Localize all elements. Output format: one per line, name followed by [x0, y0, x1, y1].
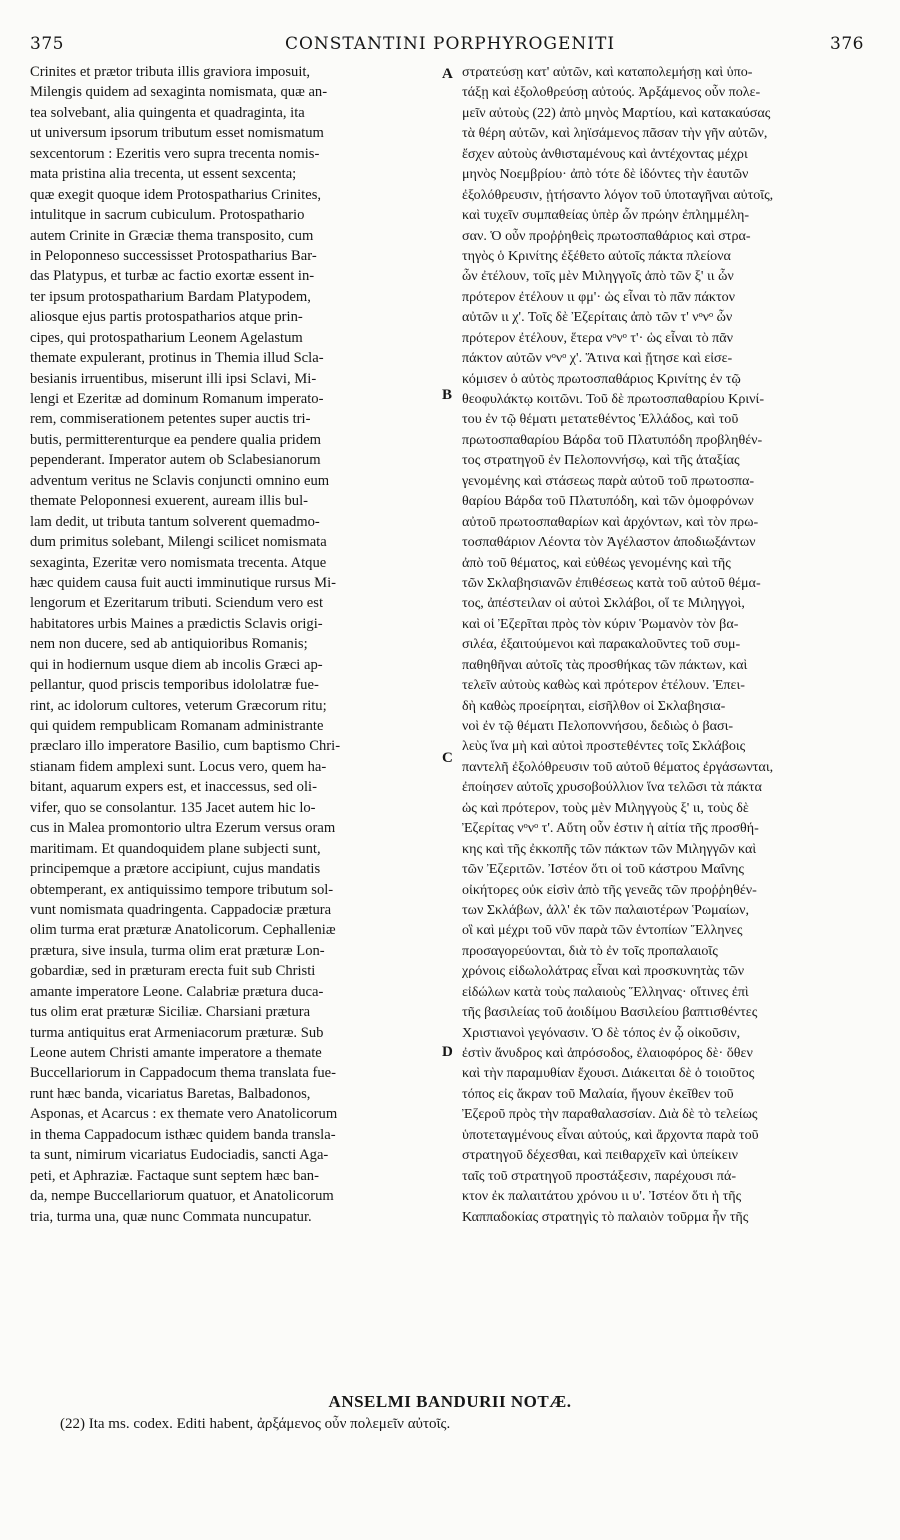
latin-text-line: ut universum ipsorum tributum esset nomismatum — [30, 125, 324, 142]
latin-text-line: peti, et Aphraziæ. Factaque sunt septem hæc ban- — [30, 1167, 319, 1184]
greek-text-line: τος, ἀπέστειλαν οἱ αὐτοὶ Σκλάβοι, οἵ τε Μιληγγοὶ, — [462, 595, 745, 612]
latin-text-line: in thema Cappadocum isthæc quidem banda transla- — [30, 1126, 336, 1143]
greek-text-line: ὑποτεταγμένους εἶναι αὐτούς, καὶ ἄρχοντα παρὰ τοῦ — [462, 1126, 759, 1143]
greek-text-line: μεῖν αὐτοὺς (22) ἀπὸ μηνὸς Μαρτίου, καὶ κατακαύσας — [462, 104, 771, 121]
greek-text-line: κης καὶ τῆς ἐκκοπῆς τῶν πάκτων τῶν Μιληγγῶν καὶ — [462, 840, 757, 857]
latin-text-line: tus olim erat præturæ Siciliæ. Charsiani prætura — [30, 1004, 311, 1021]
greek-text-line: καὶ οἱ Ἐζερῖται πρὸς τὸν κύριν Ῥωμανὸν τὸν βα- — [462, 615, 739, 632]
greek-text-line: ἔσχεν αὐτοὺς ἀνθισταμένους καὶ ἀντέχοντας μέχρι — [462, 145, 748, 162]
latin-text-line: stianam fidem amplexi sunt. Locus vero, quem ha- — [30, 758, 327, 775]
latin-text-line: tria, turma una, quæ nunc Commata nuncupatur. — [30, 1208, 312, 1225]
greek-text-line: οἰκήτορες οὐκ εἰσὶν ἀπὸ τῆς γενεᾶς τῶν προῤῥηθέν- — [462, 881, 757, 898]
latin-text-line: bitant, aquarum expers est, et inaccessus, sed oli- — [30, 779, 317, 796]
greek-text-line: τελεῖν αὐτοὺς καθὼς καὶ πρότερον ἐτέλουν. Ἐπει- — [462, 677, 745, 694]
latin-text-line: aliosque ejus partis protospatharios atque prin- — [30, 309, 303, 326]
latin-text-line: rem, commiserationem petentes super auctis tri- — [30, 411, 311, 428]
latin-text-line: præclaro illo imperatore Basilio, cum baptismo Chri- — [30, 738, 341, 755]
notes-heading: ANSELMI BANDURII NOTÆ. — [328, 1392, 572, 1411]
greek-text-line: τῆς βασιλείας τοῦ ἀοιδίμου Βασιλείου βαπτισθέντες — [462, 1004, 758, 1021]
latin-text-line: maritimam. Et quandoquidem plane subjecti sunt, — [30, 840, 321, 857]
latin-text-line: qui in hodiernum usque diem ab incolis Græci ap- — [30, 656, 323, 673]
latin-text-line: gobardiæ, sed in præturam erecta fuit sub Christi — [30, 963, 316, 980]
running-title: CONSTANTINI PORPHYROGENITI — [284, 34, 616, 54]
greek-text-line: του ἐν τῷ θέματι μετατεθέντος Ἑλλάδος, καὶ τοῦ — [462, 411, 739, 428]
latin-text-line: qui quidem rempublicam Romanam administrante — [30, 718, 324, 734]
greek-text-line: ταῖς τοῦ στρατηγοῦ προστάξεσιν, παρέχουσι πά- — [462, 1167, 737, 1184]
greek-text-line: στρατηγοῦ δέχεσθαι, καὶ πειθαρχεῖν καὶ ὑπείκειν — [462, 1147, 738, 1164]
latin-text-line: in Peloponneso successisset Protospatharius Bar- — [30, 247, 317, 264]
latin-text-line: butis, permitterenturque ea pendere qualia pridem — [30, 431, 321, 448]
latin-text-line: nem non ducere, sed ab antiquioribus Romanis; — [30, 636, 308, 653]
left-page-number: 375 — [30, 34, 64, 54]
greek-text-line: χρόνοις εἰδωλολάτρας εἶναι καὶ προσκυνητὰς τῶν — [462, 963, 745, 980]
greek-text-line: εἰδώλων κατὰ τοὺς παλαιοὺς Ἕλληνας· οἵτινες ἐπὶ — [462, 983, 749, 1000]
greek-text-line: των Σκλάβων, ἀλλ' ἐκ τῶν παλαιοτέρων Ῥωμαίων, — [462, 901, 750, 918]
latin-text-line: autem Crinite in Græciæ thema transposito, cum — [30, 227, 314, 244]
latin-text-line: olim turma erat præturæ Anatolicorum. Cephalleniæ — [30, 922, 336, 939]
latin-text-line: principemque a prætore accipiunt, cujus mandatis — [30, 861, 321, 878]
latin-text-line: dum primitus solebant, Milengi scilicet nomismata — [30, 534, 327, 551]
greek-text-line: ἐξολόθρευσιν, ᾐτήσαντο λόγον τοῦ ὑποταγῆναι αὐτοῖς, — [462, 186, 774, 203]
greek-text-line: καὶ τὴν παραμυθίαν ἔχουσι. Διάκειται δὲ ὁ τοιοῦτος — [462, 1065, 755, 1082]
latin-text-line: hæc quidem causa fuit aucti imminutique rursus Mi- — [30, 574, 337, 591]
greek-text-line: πρότερον ἐτέλουν ιι φμ'· ὡς εἶναι τὸ πᾶν πάκτον — [462, 288, 736, 305]
right-page-number: 376 — [830, 34, 864, 54]
greek-text-line: Ἐζεροῦ πρὸς τὴν παραθαλασσίαν. Διὰ δὲ τὸ τελείως — [462, 1106, 758, 1123]
latin-text-line: cus in Malea promontorio ultra Ezerum versus oram — [30, 820, 336, 837]
latin-text-line: Asponas, et Acarcus : ex themate vero Anatolicorum — [30, 1106, 338, 1123]
greek-text-line: ὧν ἐτέλουν, τοῖς μὲν Μιληγγοῖς ἀπὸ τῶν ξ' ιι ὧν — [462, 268, 734, 285]
latin-text-line: ter ipsum protospatharium Bardam Platypodem, — [30, 288, 311, 305]
greek-text-line: τῶν Σκλαβησιανῶν ἐπιθέσεως κατὰ τοῦ αὐτοῦ θέμα- — [462, 574, 761, 591]
greek-text-line: τῶν Ἐζεριτῶν. Ἰστέον ὅτι οἱ τοῦ κάστρου Μαΐνης — [462, 861, 744, 878]
latin-text-line: vunt nomismata quadringenta. Cappadociæ prætura — [30, 901, 332, 918]
latin-text-line: mata pristina alia trecenta, ut essent sexcenta; — [30, 166, 297, 183]
latin-text-line: prætura, sive insula, turma olim erat præturæ Lon- — [30, 942, 325, 959]
greek-text-line: αὐτῶν ιι χ'. Τοῖς δὲ Ἐζερίταις ἀπὸ τῶν τ' νᵒνᵒ ὧν — [462, 309, 733, 326]
latin-text-line: habitatores urbis Maines a prædictis Sclavis origi- — [30, 615, 323, 632]
latin-text-line: da, nempe Buccellariorum quatuor, et Anatolicorum — [30, 1188, 334, 1205]
latin-text-line: intulitque in sacrum cubiculum. Protospathario — [30, 207, 305, 224]
greek-column — [462, 62, 876, 1227]
greek-text-line: ἐποίησεν αὐτοῖς χρυσοβούλλιον ἵνα τελῶσι τὰ πάκτα — [462, 779, 762, 796]
greek-text-line: γενομένης καὶ στάσεως παρὰ αὐτοῦ τοῦ πρωτοσπα- — [462, 472, 755, 489]
latin-text-line: besianis irruentibus, miserunt illi ipsi Sclavi, Mi- — [30, 370, 317, 387]
latin-text-line: themate expulerant, protinus in Themia illud Scla- — [30, 350, 324, 367]
greek-text-line: πρότερον ἐτέλουν, ἕτερα νᵒνᵒ τ'· ὡς εἶναι τὸ πᾶν — [462, 329, 734, 346]
latin-text-line: rint, ac idolorum cultores, veterum Græcorum ritu; — [30, 697, 327, 714]
greek-text-line: ἐστὶν ἄνυδρος καὶ ἀπρόσοδος, ἐλαιοφόρος δὲ· ὅθεν — [462, 1045, 753, 1061]
margin-marker-b: B — [442, 387, 453, 403]
latin-column — [30, 62, 438, 1227]
greek-text-line: ὡς καὶ πρότερον, τοὺς μὲν Μιληγγοὺς ξ' ιι, τοὺς δὲ — [462, 799, 749, 816]
margin-marker-c: C — [442, 750, 453, 766]
latin-text-line: ta sunt, nimirum vicariatus Eudociadis, sancti Aga- — [30, 1147, 329, 1164]
margin-marker-a: A — [442, 66, 453, 82]
latin-text-line: Milengis quidem ad sexaginta nomismata, quæ an- — [30, 84, 328, 101]
latin-text-line: amante imperatore Leone. Calabriæ prætura duca- — [30, 983, 324, 1000]
latin-text-line: quæ exegit quoque idem Protospatharius Crinites, — [30, 186, 322, 203]
greek-text-line: προσαγορεύονται, διὰ τὸ ἐν τοῖς προπαλαιοῖς — [462, 942, 718, 959]
greek-text-line: οἳ καὶ μέχρι τοῦ νῦν παρὰ τῶν ἐντοπίων Ἕλληνες — [462, 922, 743, 939]
latin-text-line: cipes, qui protospatharium Leonem Agelastum — [30, 329, 303, 346]
greek-text-line: πάκτον αὐτῶν νᵒνᵒ χ'. Ἅτινα καὶ ᾔτησε καὶ εἰσε- — [462, 350, 733, 367]
greek-text-line: κόμισεν ὁ αὐτὸς πρωτοσπαθάριος Κρινίτης ἐν τῷ — [462, 370, 741, 387]
greek-text-line: τὰ θέρη αὐτῶν, καὶ ληϊσάμενος πᾶσαν τὴν γῆν αὐτῶν, — [462, 125, 768, 142]
greek-text-line: σαν. Ὁ οὖν προῤῥηθεὶς πρωτοσπαθάριος καὶ στρα- — [462, 227, 751, 244]
latin-text-line: adventum veritus ne Sclavis conjuncti omnino eum — [30, 472, 330, 489]
latin-text-line: lam dedit, ut tributa tantum solverent quemadmo- — [30, 513, 320, 530]
greek-text-line: αὐτοῦ πρωτοσπαθαρίων καὶ ἀρχόντων, καὶ τὸν πρω- — [462, 513, 759, 530]
greek-text-line: στρατεύσῃ κατ' αὐτῶν, καὶ καταπολεμήσῃ καὶ ὑπο- — [462, 64, 753, 80]
greek-text-line: παντελῆ ἐξολόθρευσιν τοῦ αὐτοῦ θέματος ἐργάσωνται, — [462, 758, 774, 775]
greek-text-line: Καππαδοκίας στρατηγὶς τὸ παλαιὸν τοῦρμα ἦν τῆς — [462, 1208, 749, 1225]
greek-text-line: τοσπαθάριον Λέοντα τὸν Ἀγέλαστον ἀποδιωξάντων — [462, 534, 756, 551]
latin-text-line: runt hæc banda, vicariatus Baretas, Balbadonos, — [30, 1085, 311, 1102]
latin-text-line: Buccellariorum in Cappadocum thema translata fue- — [30, 1065, 336, 1082]
greek-text-line: παθηθῆναι αὐτοῖς τὰς προσθήκας τῶν πάκτων, καὶ — [462, 656, 748, 673]
greek-text-line: τηγὸς ὁ Κρινίτης ἐξέθετο αὐτοῖς πάκτα πλείονα — [462, 247, 731, 264]
greek-text-line: θαρίου Βάρδα τοῦ Πλατυπόδη, καὶ τῶν ὁμοφρόνων — [462, 493, 754, 510]
greek-text-line: δὴ καθὼς προείρηται, εἰσῆλθον οἱ Σκλαβησια- — [462, 697, 726, 714]
footnote: (22) Ita ms. codex. Editi habent, ἀρξάμενος οὖν πολεμεῖν αὐτοῖς. — [60, 1416, 451, 1432]
latin-text-line: themate Peloponnesi exuerent, auream illis bul- — [30, 493, 309, 510]
latin-text-line: lengi et Ezeritæ ad dominum Romanum imperato- — [30, 391, 324, 407]
greek-text-line: νοὶ ἐν τῷ θέματι Πελοποννήσου, δεδιὼς ὁ βασι- — [462, 718, 734, 734]
greek-text-line: τος στρατηγοῦ ἐν Πελοποννήσῳ, καὶ τῆς ἀταξίας — [462, 452, 740, 469]
greek-text-line: καὶ τυχεῖν συμπαθείας ὑπὲρ ὧν πρώην ἐπλημμέλη- — [462, 207, 750, 224]
greek-text-line: κτον ἐκ παλαιτάτου χρόνου ιι υ'. Ἰστέον ὅτι ἡ τῆς — [462, 1188, 742, 1205]
latin-text-line: obtemperant, ex antiquissimo tempore tributum sol- — [30, 881, 334, 898]
latin-text-line: Crinites et prætor tributa illis graviora imposuit, — [30, 64, 311, 80]
greek-text-line: ἀπὸ τοῦ θέματος, καὶ εὐθέως γενομένης καὶ τῆς — [462, 554, 731, 571]
latin-text-line: pellantur, quod priscis temporibus idololatræ fue- — [30, 677, 319, 694]
greek-text-line: σιλέα, ἐξαιτούμενοι καὶ παρακαλοῦντες τοῦ συμ- — [462, 636, 741, 653]
latin-text-line: tea solvebant, alia quingenta et quadraginta, ita — [30, 104, 305, 121]
greek-text-line: πρωτοσπαθαρίου Βάρδα τοῦ Πλατυπόδη προβληθέν- — [462, 431, 763, 448]
greek-text-line: Χριστιανοὶ γεγόνασιν. Ὁ δὲ τόπος ἐν ᾧ οἰκοῦσιν, — [462, 1024, 741, 1041]
latin-text-line: vifer, quo se consolantur. 135 Jacet autem hic lo- — [30, 799, 316, 816]
greek-text-line: λεὺς ἵνα μὴ καὶ αὐτοὶ προστεθέντες τοῖς Σκλάβοις — [462, 738, 746, 755]
latin-text-line: pependerant. Imperator autem ob Sclabesianorum — [30, 452, 321, 469]
latin-text-line: turma antiquitus erat Armeniacorum præturæ. Sub — [30, 1024, 324, 1041]
greek-text-line: τάξῃ καὶ ἐξολοθρεύσῃ αὐτούς. Ἀρξάμενος οὖν πολε- — [462, 84, 761, 101]
latin-text-line: das Platypus, et turbæ ac factio exortæ essent in- — [30, 268, 315, 285]
greek-text-line: Ἐζερίτας νᵒνᵒ τ'. Αὕτη οὖν ἐστιν ἡ αἰτία τῆς προσθή- — [462, 820, 759, 837]
greek-text-line: μηνὸς Νοεμβρίου· ἀπὸ τότε δὲ ἰδόντες τὴν ἑαυτῶν — [462, 166, 749, 183]
latin-text-line: lengorum et Ezeritarum tributi. Sciendum vero est — [30, 595, 324, 612]
latin-text-line: sexaginta, Ezeritæ vero nomismata trecenta. Atque — [30, 554, 327, 571]
latin-text-line: Leone autem Christi amante imperatore a themate — [30, 1045, 322, 1061]
latin-text-line: sexcentorum : Ezeritis vero supra trecenta nomis- — [30, 145, 320, 162]
greek-text-line: θεοφυλάκτῳ κοιτῶνι. Τοῦ δὲ πρωτοσπαθαρίου Κρινί- — [462, 391, 765, 407]
margin-marker-d: D — [442, 1044, 453, 1060]
greek-text-line: τόπος εἰς ἄκραν τοῦ Μαλαία, ἤγουν ἐκεῖθεν τοῦ — [462, 1085, 734, 1102]
